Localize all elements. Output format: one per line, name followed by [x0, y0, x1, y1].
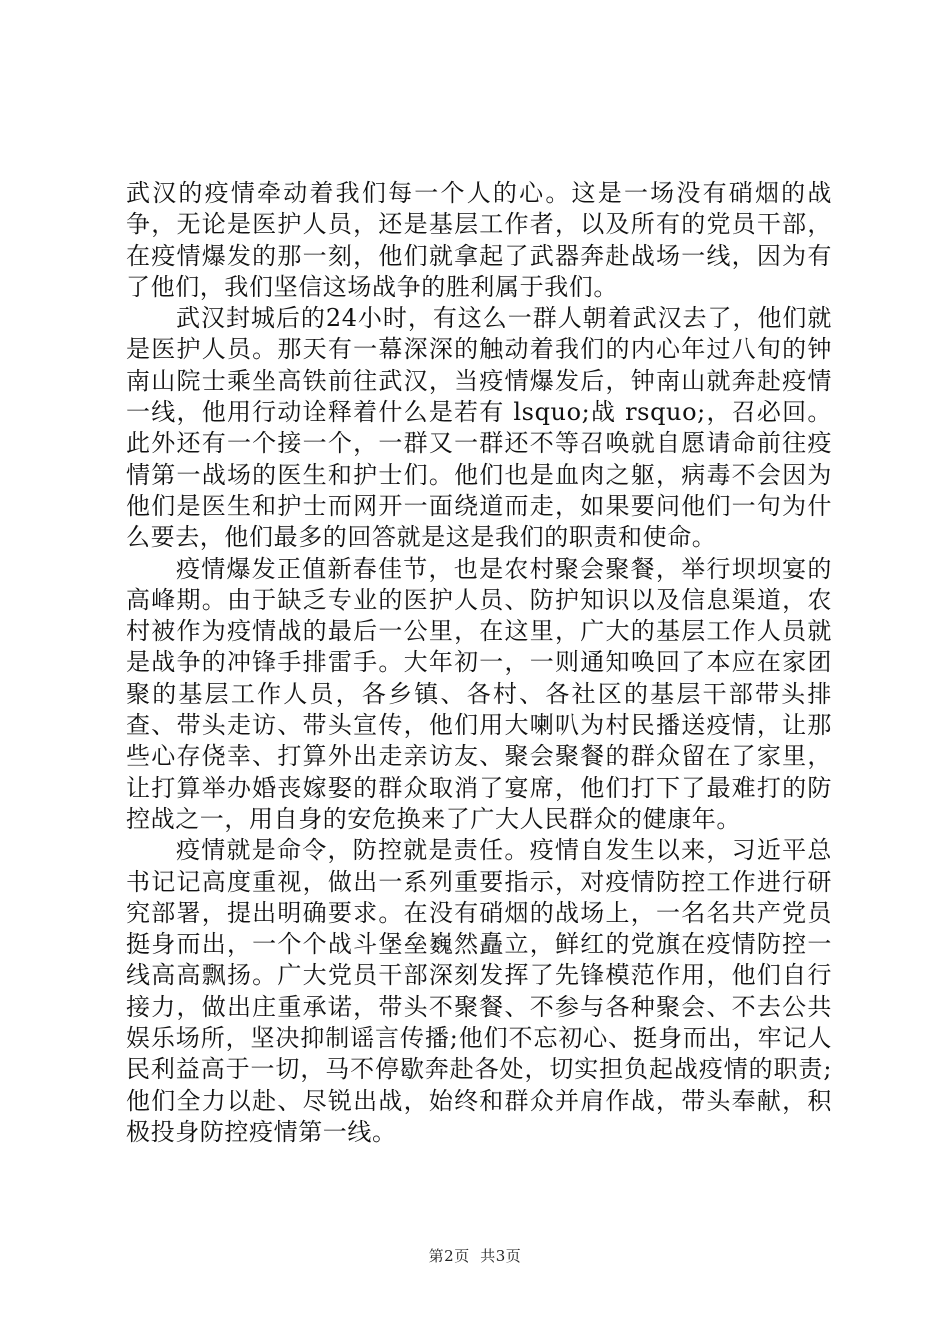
document-body: [126, 178, 832, 1148]
paragraph-3: 疫情爆发正值新春佳节，也是农村聚会聚餐，举行坝坝宴的高峰期。由于缺乏专业的医护人员、防护知识以及信息渠道，农村被作为疫情战的最后一公里，在这里，广大的基层工作人员就是战争的冲锋手排雷手。大年初一，一则通知唤回了本应在家团聚的基层工作人员，各乡镇、各村、各社区的基层干部带头排查、带头走访、带头宣传，他们用大喇叭为村民播送疫情，让那些心存侥幸、打算外出走亲访友、聚会聚餐的群众留在了家里，让打算举办婚丧嫁娶的群众取消了宴席，他们打下了最难打的防控战之一，用自身的安危换来了广大人民群众的健康年。: [126, 554, 832, 833]
paragraph-1: 武汉的疫情牵动着我们每一个人的心。这是一场没有硝烟的战争，无论是医护人员，还是基层工作者，以及所有的党员干部，在疫情爆发的那一刻，他们就拿起了武器奔赴战场一线，因为有了他们，我们坚信这场战争的胜利属于我们。: [126, 179, 832, 301]
page-footer: [0, 1245, 950, 1266]
paragraph-4: 疫情就是命令，防控就是责任。疫情自发生以来，习近平总书记记高度重视，做出一系列重要指示，对疫情防控工作进行研究部署，提出明确要求。在没有硝烟的战场上，一名名共产党员挺身而出，一个个战斗堡垒巍然矗立，鲜红的党旗在疫情防控一线高高飘扬。广大党员干部深刻发挥了先锋模范作用，他们自行接力，做出庄重承诺，带头不聚餐、不参与各种聚会、不去公共娱乐场所，坚决抑制谣言传播;他们不忘初心、挺身而出，牢记人民利益高于一切，马不停歇奔赴各处，切实担负起战疫情的职责;他们全力以赴、尽锐出战，始终和群众并肩作战，带头奉献，积极投身防控疫情第一线。: [126, 836, 832, 1146]
paragraph-2: 武汉封城后的24小时，有这么一群人朝着武汉去了，他们就是医护人员。那天有一幕深深的触动着我们的内心年过八旬的钟南山院士乘坐高铁前往武汉，当疫情爆发后，钟南山就奔赴疫情一线，他用行动诠释着什么是若有 lsquo;战 rsquo;，召必回。此外还有一个接一个，一群又一群还不等召唤就自愿请命前往疫情第一战场的医生和护士们。他们也是血肉之躯，病毒不会因为他们是医生和护士而网开一面绕道而走，如果要问他们一句为什么要去，他们最多的回答就是这是我们的职责和使命。: [126, 304, 832, 552]
page-number-current: 第2页: [428, 1247, 470, 1265]
page-number-total: 共3页: [480, 1247, 522, 1265]
